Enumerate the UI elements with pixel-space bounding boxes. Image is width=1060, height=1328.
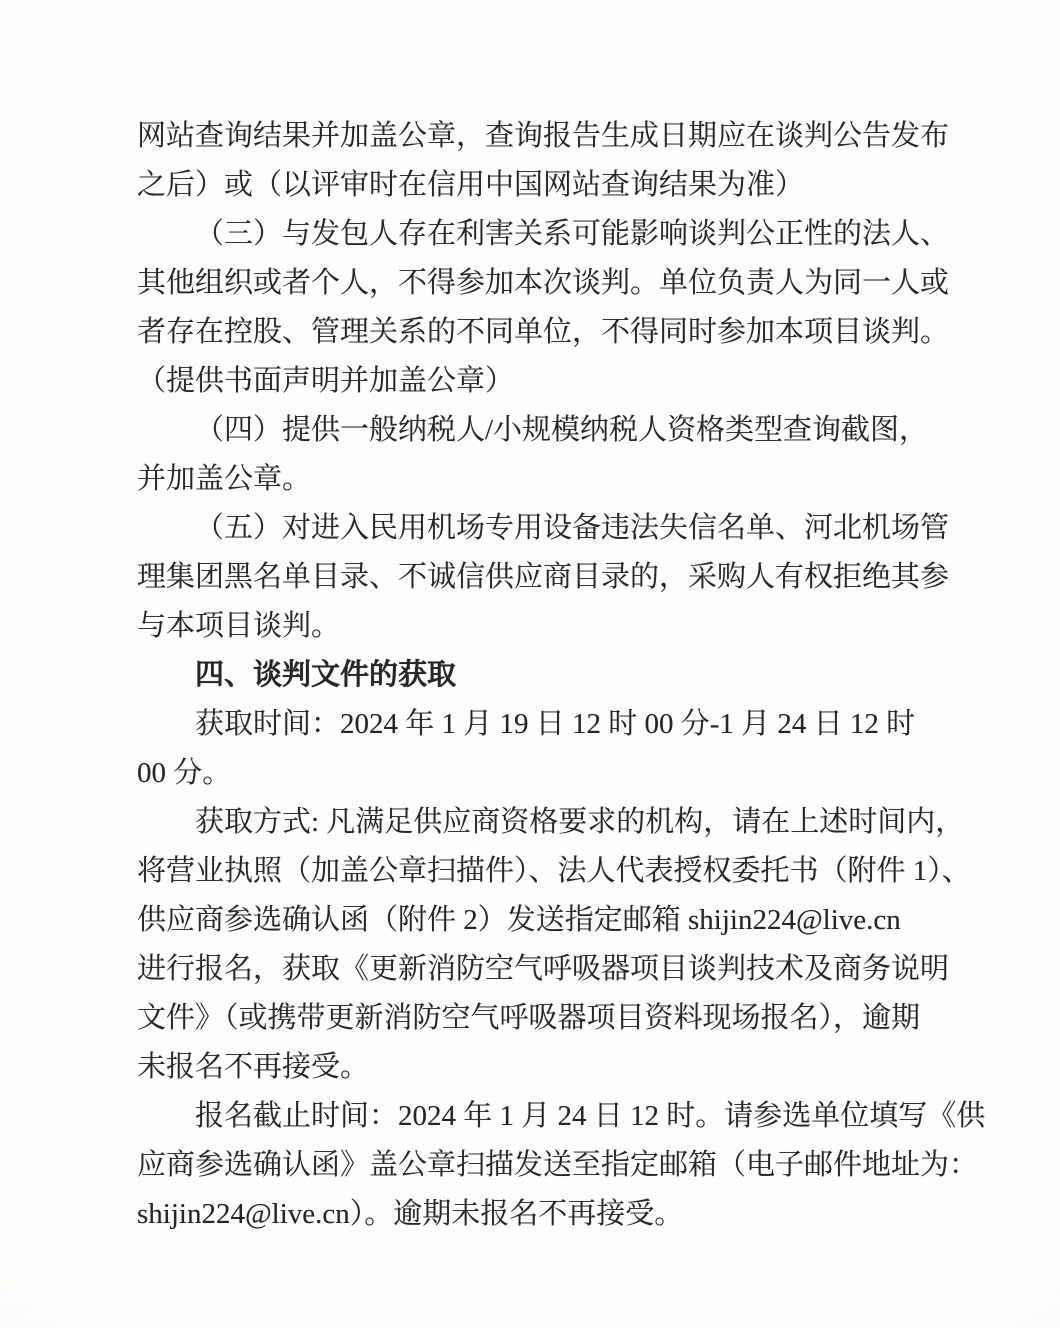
text-line-9: （五）对进入民用机场专用设备违法失信名单、河北机场管: [195, 512, 950, 544]
section-heading: 四、谈判文件的获取: [195, 659, 457, 691]
text-line-22: 应商参选确认函》盖公章扫描发送至指定邮箱（电子邮件地址为：: [137, 1149, 979, 1181]
text-line-15: 获取方式: 凡满足供应商资格要求的机构，请在上述时间内，: [195, 806, 965, 838]
text-line-21: 报名截止时间：2024 年 1 月 24 日 12 时。请参选单位填写《供: [195, 1100, 986, 1132]
text-line-18: 进行报名，获取《更新消防空气呼吸器项目谈判技术及商务说明: [137, 953, 950, 985]
text-line-1: 网站查询结果并加盖公章，查询报告生成日期应在谈判公告发布: [137, 120, 950, 152]
text-line-14: 00 分。: [137, 757, 232, 789]
text-line-6: （提供书面声明并加盖公章）: [137, 365, 515, 397]
text-line-20: 未报名不再接受。: [137, 1051, 370, 1083]
text-line-4: 其他组织或者个人，不得参加本次谈判。单位负责人为同一人或: [137, 267, 950, 299]
text-line-13: 获取时间：2024 年 1 月 19 日 12 时 00 分-1 月 24 日 12 时: [195, 708, 916, 740]
text-line-10: 理集团黑名单目录、不诚信供应商目录的，采购人有权拒绝其参: [137, 561, 950, 593]
document-text-block: [137, 112, 986, 1239]
text-line-8: 并加盖公章。: [137, 463, 312, 495]
text-line-16: 将营业执照（加盖公章扫描件）、法人代表授权委托书（附件 1）、: [137, 855, 971, 887]
text-line-17: 供应商参选确认函（附件 2）发送指定邮箱 shijin224@live.cn: [137, 904, 901, 936]
text-line-2: 之后）或（以评审时在信用中国网站查询结果为准）: [137, 169, 805, 201]
text-line-11: 与本项目谈判。: [137, 610, 341, 642]
text-line-23: shijin224@live.cn）。逾期未报名不再接受。: [137, 1198, 684, 1230]
text-line-7: （四）提供一般纳税人/小规模纳税人资格类型查询截图，: [195, 414, 929, 446]
text-line-5: 者存在控股、管理关系的不同单位，不得同时参加本项目谈判。: [137, 316, 950, 348]
text-line-3: （三）与发包人存在利害关系可能影响谈判公正性的法人、: [195, 218, 950, 250]
text-line-19: 文件》（或携带更新消防空气呼吸器项目资料现场报名），逾期: [137, 1002, 921, 1034]
